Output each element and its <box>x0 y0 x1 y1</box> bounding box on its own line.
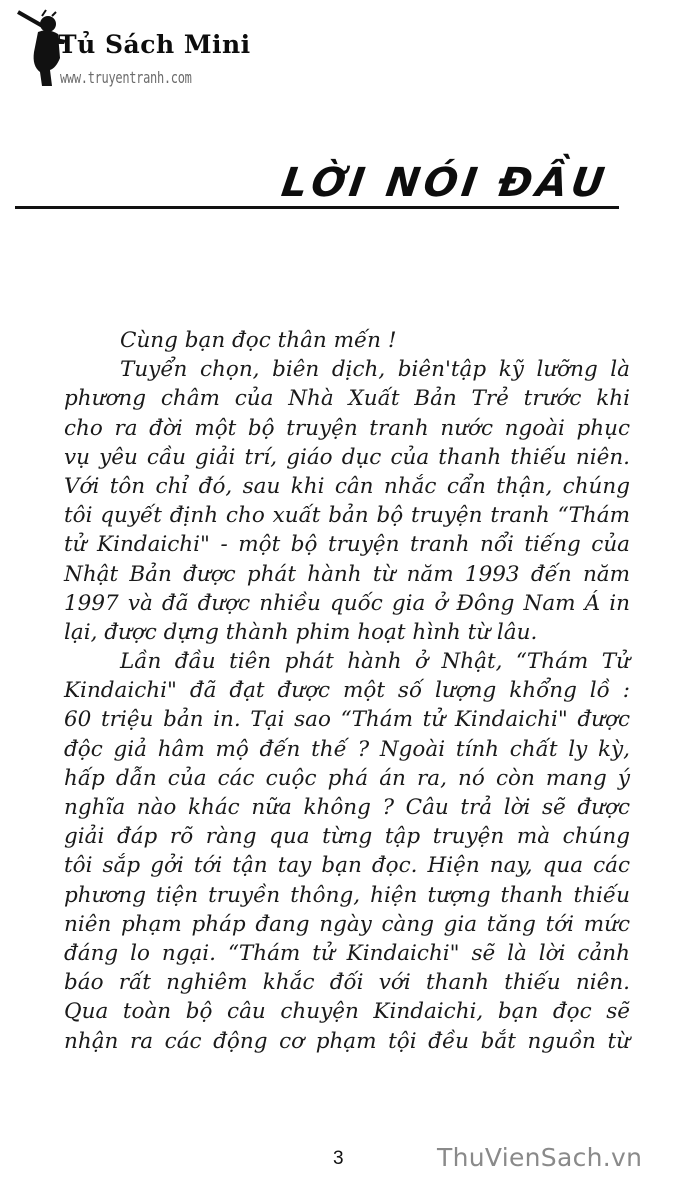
page-number: 3 <box>333 1148 344 1169</box>
text-line: đáng lo ngại. “Thám tử Kindaichi" sẽ là lời cảnh <box>64 940 630 966</box>
text-line: phương tiện truyền thông, hiện tượng thanh thiếu <box>64 882 630 908</box>
text-line: Với tôn chỉ đó, sau khi cân nhắc cẩn thận, chúng <box>64 473 630 499</box>
preface-body <box>64 326 630 1056</box>
text-line: phương châm của Nhà Xuất Bản Trẻ trước khi <box>64 386 630 412</box>
text-line: Nhật Bản được phát hành từ năm 1993 đến năm <box>64 561 630 587</box>
text-line: tôi quyết định cho xuất bản bộ truyện tranh “Thám <box>64 503 630 529</box>
page-title: LỜI NÓI ĐẦU <box>278 160 612 206</box>
watermark: ThuVienSach.vn <box>437 1143 643 1172</box>
text-line: 1997 và đã được nhiều quốc gia ở Đông Nam Á in <box>64 590 630 616</box>
text-line: hấp dẫn của các cuộc phá án ra, nó còn mang ý <box>64 765 630 791</box>
text-line: tôi sắp gởi tới tận tay bạn đọc. Hiện nay, qua các <box>64 853 630 879</box>
text-line: nhận ra các động cơ phạm tội đều bắt nguồn từ <box>64 1028 630 1054</box>
logo-url: www.truyentranh.com <box>60 68 192 87</box>
text-line: cho ra đời một bộ truyện tranh nước ngoài phục <box>64 415 630 441</box>
text-line: báo rất nghiêm khắc đối với thanh thiếu niên. <box>64 970 630 996</box>
text-line: Lần đầu tiên phát hành ở Nhật, “Thám Tử <box>120 649 630 675</box>
text-line: giải đáp rõ ràng qua từng tập truyện mà chúng <box>64 824 630 850</box>
text-line: lại, được dựng thành phim hoạt hình từ lâu. <box>64 619 538 645</box>
logo-title: Tủ Sách Mini <box>58 30 251 59</box>
text-line: niên phạm pháp đang ngày càng gia tăng tới mức <box>64 911 630 937</box>
text-line: tử Kindaichi" - một bộ truyện tranh nổi tiếng của <box>64 532 630 558</box>
text-line: Qua toàn bộ câu chuyện Kindaichi, bạn đọc sẽ <box>64 999 630 1025</box>
text-line: vụ yêu cầu giải trí, giáo dục của thanh thiếu niên. <box>64 444 630 470</box>
text-line: 60 triệu bản in. Tại sao “Thám tử Kindaichi" được <box>64 707 630 733</box>
text-line: độc giả hâm mộ đến thế ? Ngoài tính chất ly kỳ, <box>64 736 630 762</box>
text-line: nghĩa nào khác nữa không ? Câu trả lời sẽ được <box>64 795 630 820</box>
publisher-logo <box>8 8 251 88</box>
title-divider <box>15 206 619 209</box>
text-line: Tuyển chọn, biên dịch, biên'tập kỹ lưỡng là <box>120 357 630 383</box>
text-line: Kindaichi" đã đạt được một số lượng khổng lồ : <box>64 678 630 704</box>
text-line: Cùng bạn đọc thân mến ! <box>120 328 397 353</box>
